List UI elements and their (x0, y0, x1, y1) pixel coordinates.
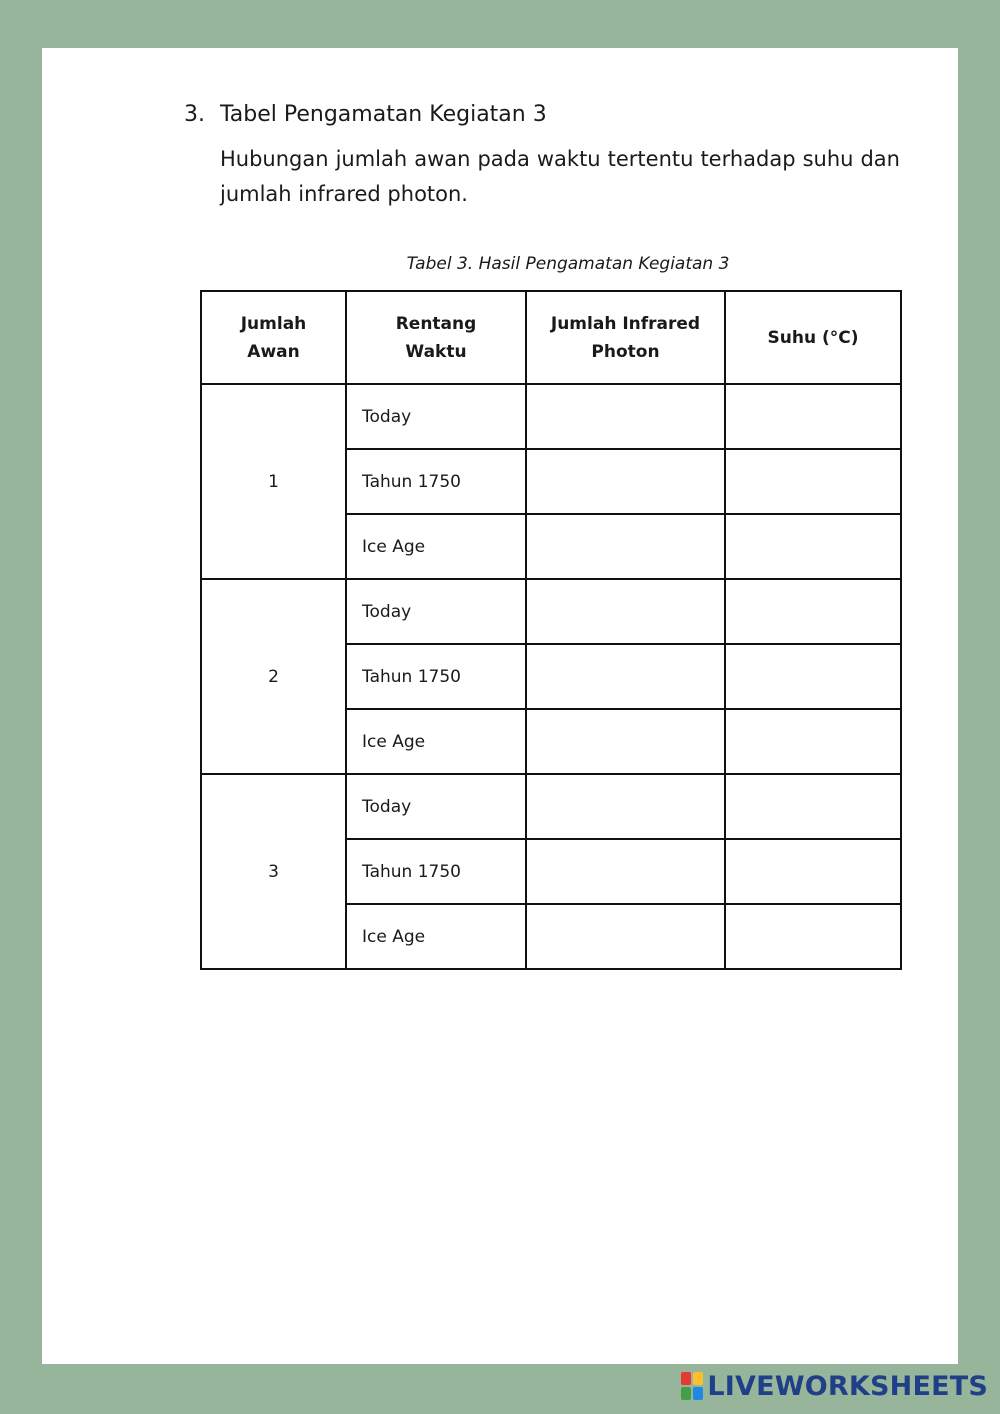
suhu-input-cell[interactable] (725, 774, 901, 839)
header-rentang-waktu: Rentang Waktu (346, 291, 526, 384)
table-row (201, 384, 901, 449)
section-description: Hubungan jumlah awan pada waktu tertentu terhadap suhu dan jumlah infrared photon. (220, 147, 900, 206)
suhu-input-cell[interactable] (725, 839, 901, 904)
liveworksheets-logo-icon (681, 1372, 703, 1400)
infrared-input-cell[interactable] (526, 709, 725, 774)
waktu-cell: Tahun 1750 (346, 839, 526, 904)
logo-square-green (681, 1387, 691, 1400)
suhu-input-cell[interactable] (725, 514, 901, 579)
section-title: Tabel Pengamatan Kegiatan 3 (220, 102, 547, 127)
observation-table (200, 290, 902, 970)
awan-cell: 3 (201, 774, 346, 969)
awan-cell: 1 (201, 384, 346, 579)
waktu-cell: Today (346, 774, 526, 839)
infrared-input-cell[interactable] (526, 904, 725, 969)
suhu-input-cell[interactable] (725, 384, 901, 449)
suhu-input-cell[interactable] (725, 904, 901, 969)
header-jumlah-awan: Jumlah Awan (201, 291, 346, 384)
infrared-input-cell[interactable] (526, 579, 725, 644)
section-number: 3. (184, 102, 205, 127)
infrared-input-cell[interactable] (526, 644, 725, 709)
waktu-cell: Today (346, 579, 526, 644)
infrared-input-cell[interactable] (526, 449, 725, 514)
liveworksheets-logo[interactable] (681, 1366, 988, 1406)
infrared-input-cell[interactable] (526, 514, 725, 579)
waktu-cell: Today (346, 384, 526, 449)
waktu-cell: Ice Age (346, 709, 526, 774)
liveworksheets-logo-text: LIVEWORKSHEETS (707, 1370, 988, 1402)
infrared-input-cell[interactable] (526, 384, 725, 449)
logo-square-red (681, 1372, 691, 1385)
suhu-input-cell[interactable] (725, 644, 901, 709)
header-suhu: Suhu (°C) (725, 291, 901, 384)
logo-square-yellow (693, 1372, 703, 1385)
header-jumlah-infrared-photon: Jumlah Infrared Photon (526, 291, 725, 384)
awan-cell: 2 (201, 579, 346, 774)
table-row (201, 579, 901, 644)
section-heading (184, 100, 547, 130)
waktu-cell: Tahun 1750 (346, 449, 526, 514)
waktu-cell: Ice Age (346, 514, 526, 579)
waktu-cell: Tahun 1750 (346, 644, 526, 709)
table-header-row (201, 291, 901, 384)
infrared-input-cell[interactable] (526, 839, 725, 904)
table-caption: Tabel 3. Hasil Pengamatan Kegiatan 3 (406, 254, 730, 274)
suhu-input-cell[interactable] (725, 579, 901, 644)
suhu-input-cell[interactable] (725, 709, 901, 774)
waktu-cell: Ice Age (346, 904, 526, 969)
logo-square-blue (693, 1387, 703, 1400)
infrared-input-cell[interactable] (526, 774, 725, 839)
table-row (201, 774, 901, 839)
suhu-input-cell[interactable] (725, 449, 901, 514)
